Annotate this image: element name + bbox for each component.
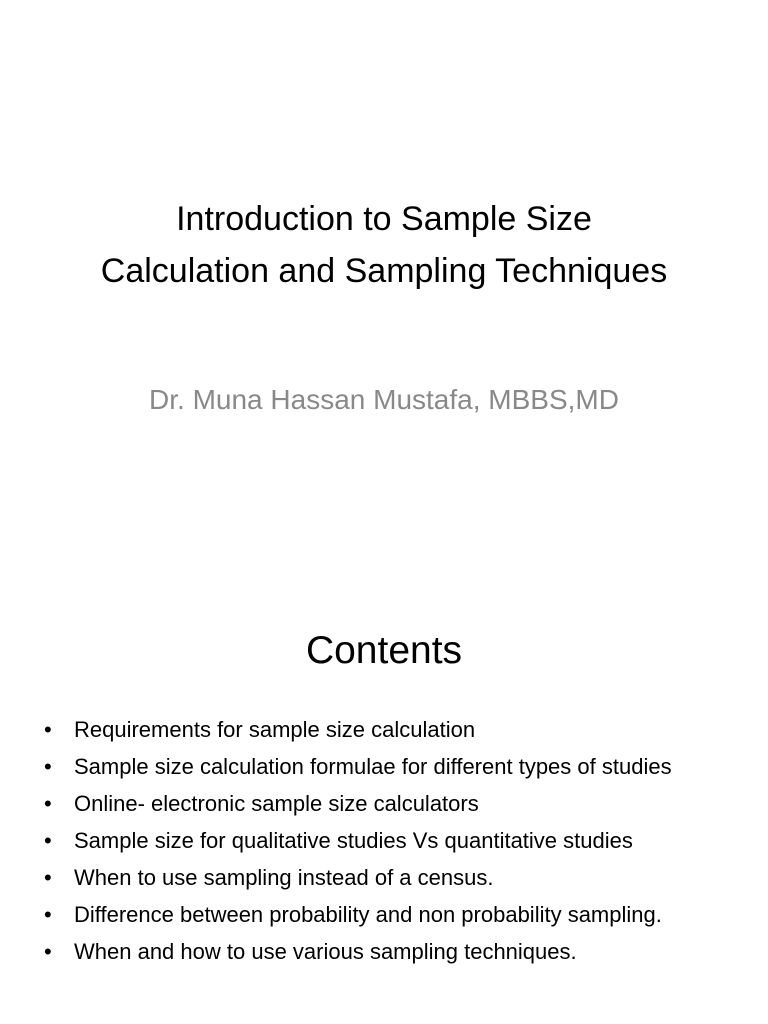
list-item [40, 751, 740, 782]
contents-heading: Contents [305, 629, 463, 672]
list-item [40, 825, 740, 856]
slide-subtitle: Dr. Muna Hassan Mustafa, MBBS,MD [149, 384, 619, 415]
list-item [40, 899, 740, 930]
bullet-icon: • [44, 902, 52, 927]
list-item-text: Online- electronic sample size calculators [74, 791, 479, 816]
list-item-text: Requirements for sample size calculation [74, 717, 476, 742]
list-item-text: Difference between probability and non probability sampling. [74, 902, 662, 927]
slide-title [30, 193, 738, 297]
list-item [40, 788, 740, 819]
list-item-text: Sample size calculation formulae for different types of studies [74, 754, 672, 779]
slide-title-line-1: Introduction to Sample Size [176, 200, 592, 238]
contents-list [40, 714, 740, 973]
bullet-icon: • [44, 939, 52, 964]
bullet-icon: • [44, 828, 52, 853]
list-item-text: When and how to use various sampling techniques. [74, 939, 577, 964]
contents-slide [0, 576, 768, 1024]
bullet-icon: • [44, 791, 52, 816]
bullet-icon: • [44, 717, 52, 742]
list-item-text: Sample size for qualitative studies Vs quantitative studies [74, 828, 633, 853]
list-item [40, 936, 740, 967]
list-item-text: When to use sampling instead of a census. [74, 865, 494, 890]
list-item [40, 862, 740, 893]
bullet-icon: • [44, 865, 52, 890]
list-item [40, 714, 740, 745]
bullet-icon: • [44, 754, 52, 779]
slide-title-line-2: Calculation and Sampling Techniques [100, 252, 668, 290]
